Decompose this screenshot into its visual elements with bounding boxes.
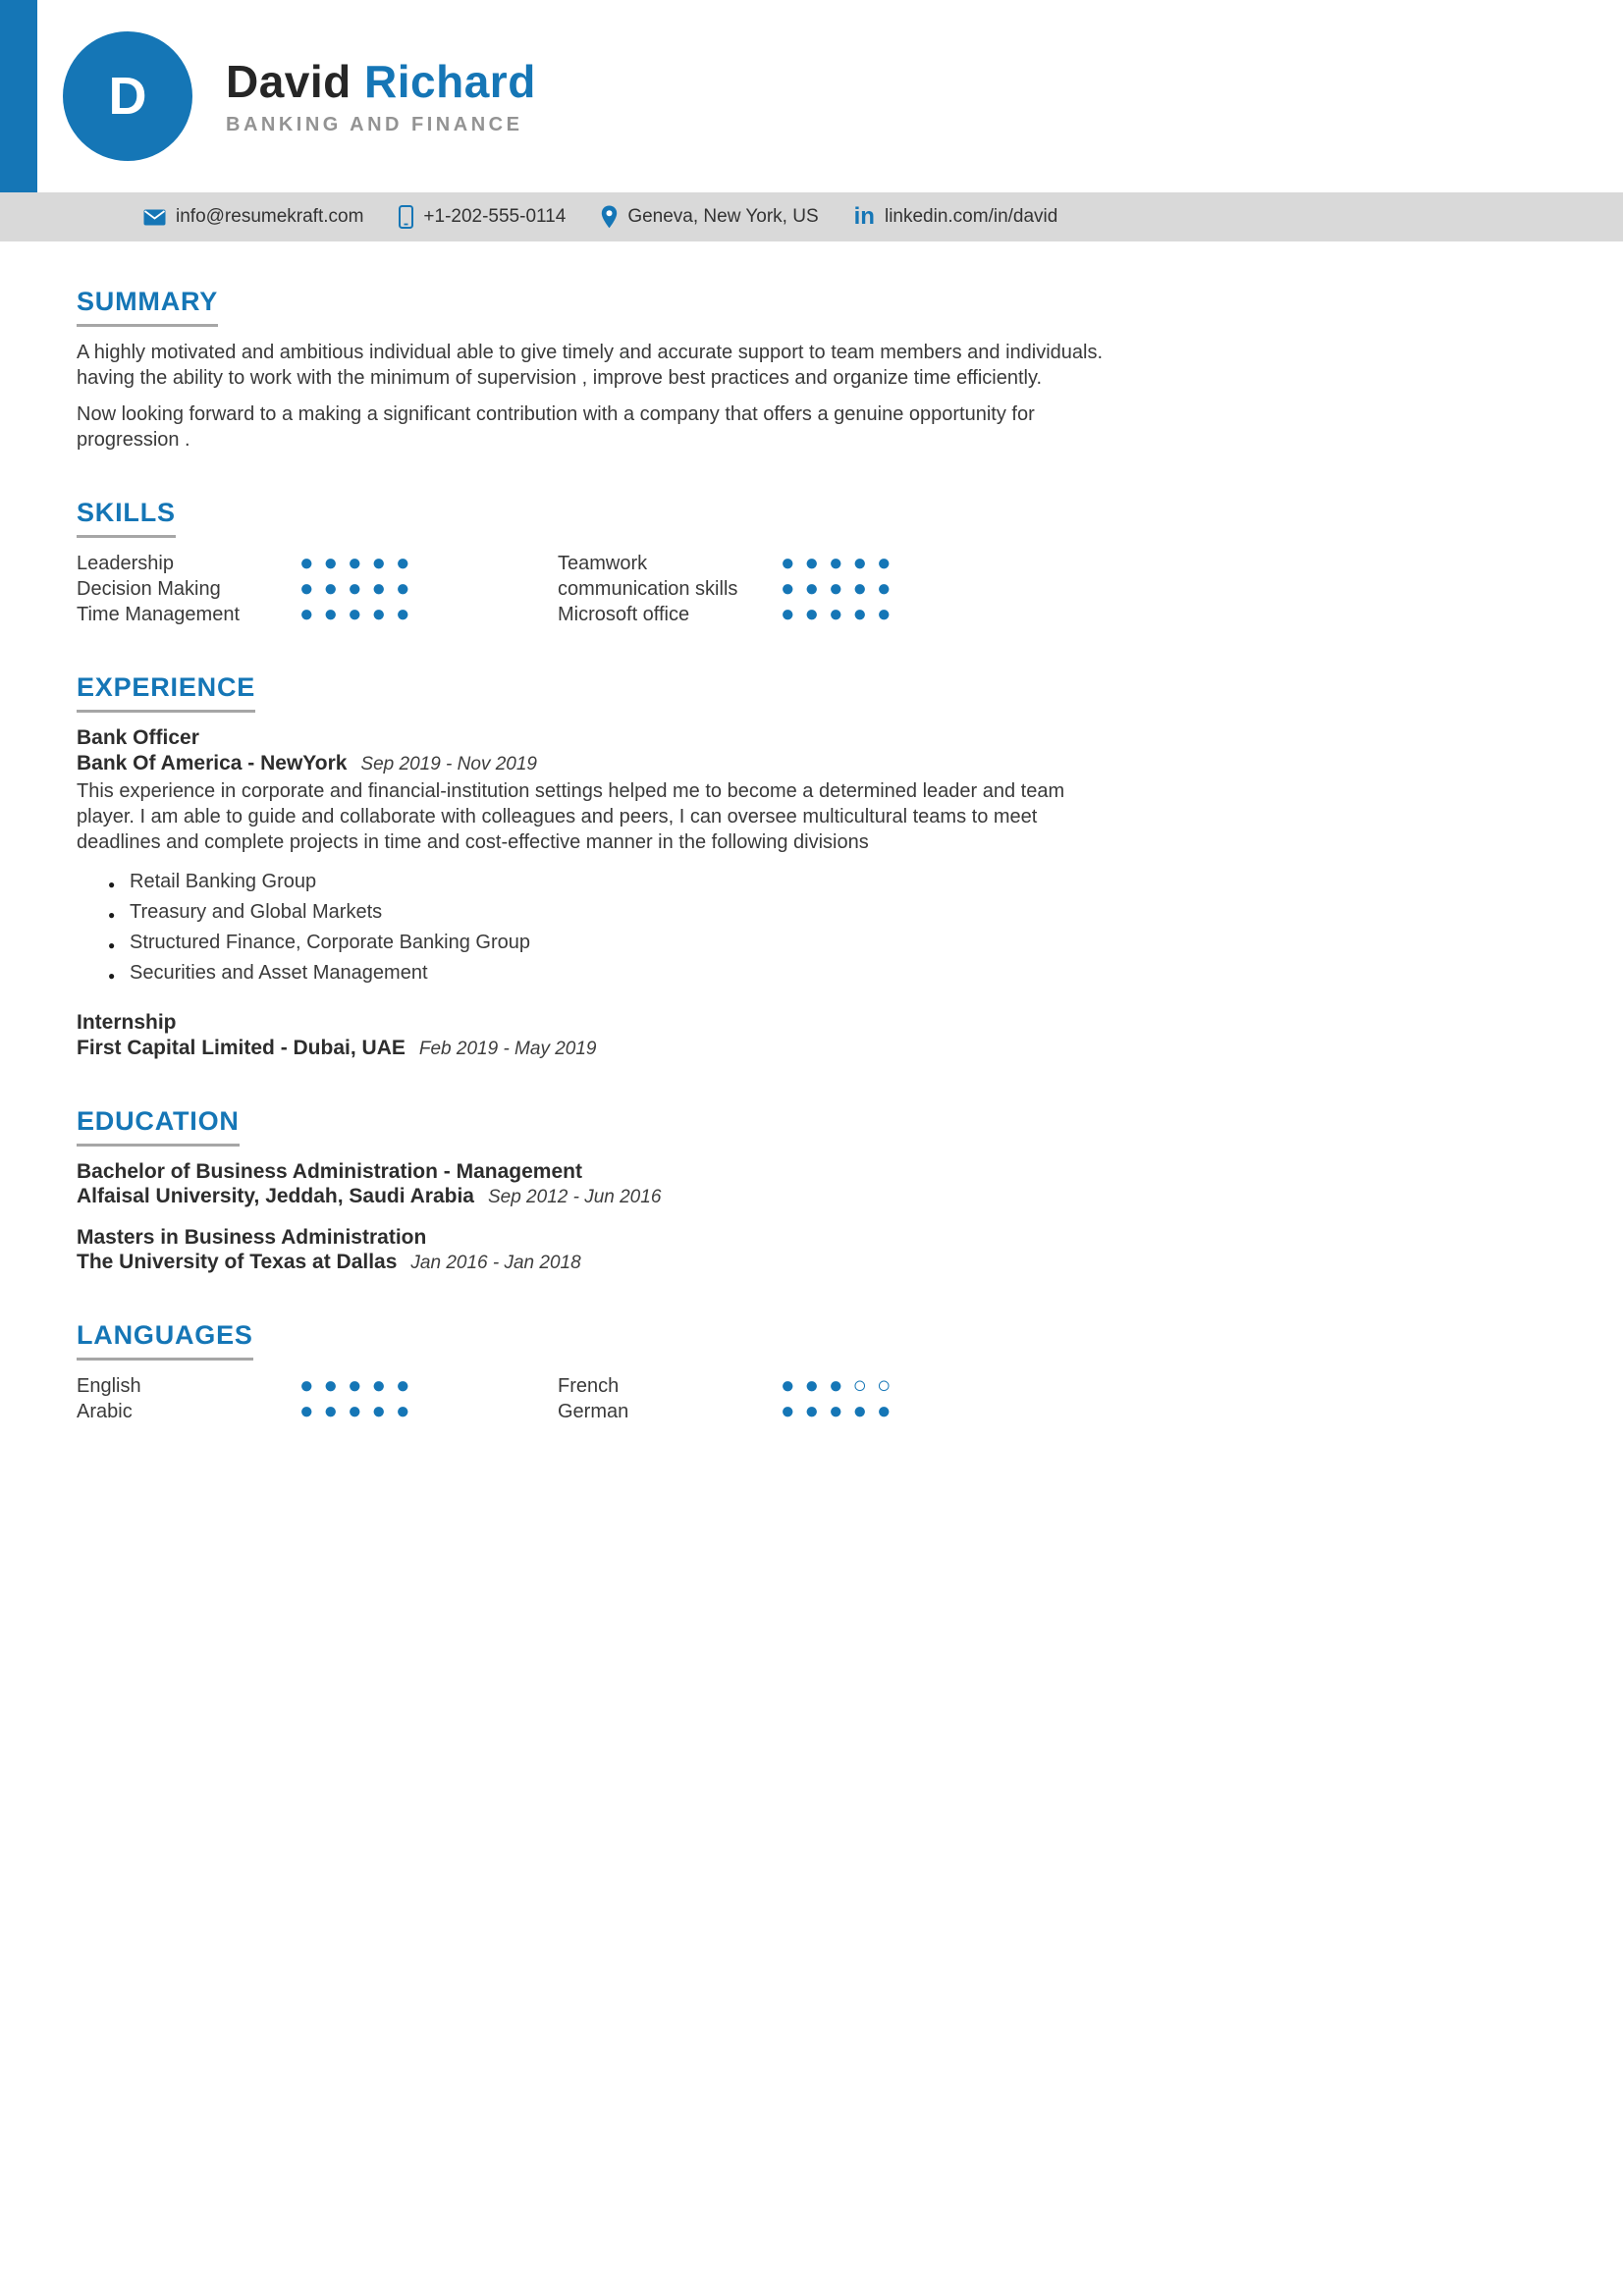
skill-rating-dots: ●●●●● (299, 575, 420, 602)
envelope-icon (143, 209, 166, 226)
language-name: German (558, 1400, 629, 1422)
language-rating-dots: ●●●●● (781, 1398, 901, 1424)
education-school: The University of Texas at Dallas (77, 1251, 398, 1273)
content (0, 287, 1623, 1424)
contact-phone (399, 205, 566, 229)
experience-bullet: ● Treasury and Global Markets (130, 902, 1546, 923)
contact-email-text: info@resumekraft.com (176, 206, 364, 227)
skill-name: Microsoft office (558, 603, 690, 625)
education-school-line (77, 1250, 1546, 1275)
languages-columns (77, 1373, 1546, 1424)
contact-location (601, 205, 818, 229)
skill-row (558, 576, 1039, 602)
language-rating-dots: ●●●●● (299, 1398, 420, 1424)
name-block (226, 57, 536, 136)
summary-paragraph: A highly motivated and ambitious individual able to give timely and accurate support to team members and individuals. having the ability to work with the minimum of supervision , improve best practices and organize time efficiently. (77, 342, 1104, 389)
left-accent-strip (0, 0, 37, 192)
job-company: Bank Of America - NewYork (77, 752, 348, 774)
skills-heading: SKILLS (77, 498, 176, 538)
header (0, 0, 1623, 192)
contact-linkedin-text: linkedin.com/in/david (884, 206, 1058, 227)
skill-rating-dots: ●●●●● (781, 550, 901, 576)
linkedin-icon: in (853, 203, 875, 230)
section-education (77, 1106, 1546, 1275)
languages-heading: LANGUAGES (77, 1320, 253, 1361)
language-name: Arabic (77, 1400, 133, 1422)
summary-heading: SUMMARY (77, 287, 218, 327)
language-rating-dots: ●●●○○ (781, 1372, 901, 1399)
avatar: D (63, 31, 192, 161)
job-description: This experience in corporate and financial-institution settings helped me to become a determined leader and team player. I am able to guide and collaborate with colleagues and peers, I can oversee multicultural teams to meet deadlines and complete projects in time and cost-effective manner in the following divisions (77, 780, 1065, 853)
experience-bullet: ● Securities and Asset Management (130, 963, 1546, 984)
job-dates: Sep 2019 - Nov 2019 (360, 754, 537, 774)
section-experience (77, 672, 1546, 1061)
first-name: David (226, 55, 352, 107)
skill-name: Leadership (77, 552, 174, 574)
skill-row (77, 576, 558, 602)
skill-rating-dots: ●●●●● (781, 601, 901, 627)
education-entry (77, 1225, 1546, 1275)
language-name: English (77, 1374, 141, 1397)
skill-name: Time Management (77, 603, 240, 625)
languages-column-left (77, 1373, 558, 1424)
skill-rating-dots: ●●●●● (299, 601, 420, 627)
location-pin-icon (601, 205, 618, 229)
skills-column-left (77, 551, 558, 627)
section-skills (77, 498, 1546, 627)
skill-name: communication skills (558, 577, 738, 600)
education-heading: EDUCATION (77, 1106, 240, 1147)
languages-column-right (558, 1373, 1039, 1424)
experience-heading: EXPERIENCE (77, 672, 255, 713)
skill-row (558, 602, 1039, 627)
mobile-phone-icon (399, 205, 413, 229)
skill-name: Teamwork (558, 552, 648, 574)
job-entry (77, 725, 1546, 984)
experience-bullets (77, 872, 1546, 984)
job-entry (77, 1010, 1546, 1061)
education-degree: Bachelor of Business Administration - Management (77, 1160, 582, 1183)
job-title: Bank Officer (77, 726, 199, 749)
language-row (77, 1399, 558, 1424)
education-dates: Jan 2016 - Jan 2018 (410, 1253, 581, 1273)
contact-phone-text: +1-202-555-0114 (423, 206, 567, 227)
job-company: First Capital Limited - Dubai, UAE (77, 1037, 406, 1059)
contact-bar (0, 192, 1623, 241)
job-company-line (77, 751, 1546, 776)
skill-row (558, 551, 1039, 576)
skills-columns (77, 551, 1546, 627)
last-name: Richard (364, 55, 536, 107)
language-name: French (558, 1374, 620, 1397)
language-row (77, 1373, 558, 1399)
education-entry (77, 1159, 1546, 1209)
skill-row (77, 602, 558, 627)
job-dates: Feb 2019 - May 2019 (418, 1039, 597, 1059)
language-row (558, 1399, 1039, 1424)
skill-name: Decision Making (77, 577, 221, 600)
experience-bullet: ● Structured Finance, Corporate Banking Group (130, 933, 1546, 953)
skill-row (77, 551, 558, 576)
job-title: Internship (77, 1011, 177, 1034)
education-school-line (77, 1184, 1546, 1209)
education-school: Alfaisal University, Jeddah, Saudi Arabia (77, 1185, 474, 1207)
section-summary (77, 287, 1546, 453)
education-dates: Sep 2012 - Jun 2016 (487, 1187, 662, 1207)
skill-rating-dots: ●●●●● (299, 550, 420, 576)
section-languages (77, 1320, 1546, 1424)
education-degree: Masters in Business Administration (77, 1226, 427, 1249)
language-rating-dots: ●●●●● (299, 1372, 420, 1399)
contact-location-text: Geneva, New York, US (627, 206, 819, 227)
contact-email (143, 206, 363, 228)
language-row (558, 1373, 1039, 1399)
job-company-line (77, 1036, 1546, 1061)
profession-subtitle: BANKING AND FINANCE (226, 113, 523, 135)
summary-paragraph: Now looking forward to a making a significant contribution with a company that offers a genuine opportunity for progression . (77, 403, 1035, 451)
experience-bullet: ● Retail Banking Group (130, 872, 1546, 892)
contact-linkedin (854, 205, 1058, 229)
skills-column-right (558, 551, 1039, 627)
skill-rating-dots: ●●●●● (781, 575, 901, 602)
page-title (226, 57, 536, 106)
